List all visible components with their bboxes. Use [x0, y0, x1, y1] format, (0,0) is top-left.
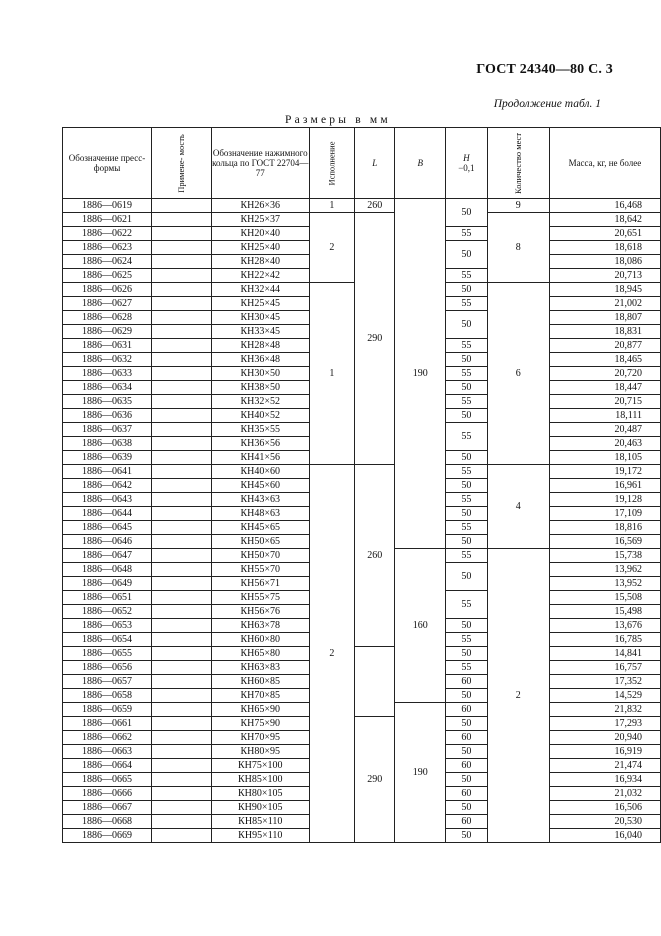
ring-code: КН25×37 [211, 213, 309, 227]
mass-value: 20,720 [549, 367, 660, 381]
ring-code: КН56×71 [211, 577, 309, 591]
applicability-cell [152, 367, 212, 381]
mold-code: 1886—0619 [63, 199, 152, 213]
mold-code: 1886—0664 [63, 759, 152, 773]
mold-code: 1886—0635 [63, 395, 152, 409]
ring-code: КН40×52 [211, 409, 309, 423]
ring-code: КН65×90 [211, 703, 309, 717]
mold-code: 1886—0651 [63, 591, 152, 605]
col-version: Исполнение [309, 128, 354, 199]
H-cell: 55 [446, 493, 488, 507]
dimensions-note: Размеры в мм [285, 114, 391, 126]
mold-code: 1886—0639 [63, 451, 152, 465]
mold-code: 1886—0669 [63, 829, 152, 843]
applicability-cell [152, 199, 212, 213]
ring-code: КН38×50 [211, 381, 309, 395]
mold-code: 1886—0653 [63, 619, 152, 633]
H-cell: 50 [446, 535, 488, 549]
ring-code: КН32×52 [211, 395, 309, 409]
H-cell: 60 [446, 815, 488, 829]
H-cell: 50 [446, 507, 488, 521]
count-cell: 6 [487, 283, 549, 465]
table-row [63, 465, 661, 479]
mass-value: 20,530 [549, 815, 660, 829]
mass-value: 17,293 [549, 717, 660, 731]
H-cell: 50 [446, 745, 488, 759]
applicability-cell [152, 381, 212, 395]
mass-value: 18,618 [549, 241, 660, 255]
standard-header: ГОСТ 24340—80 С. 3 [476, 62, 613, 77]
mass-value: 13,676 [549, 619, 660, 633]
H-cell: 60 [446, 759, 488, 773]
applicability-cell [152, 227, 212, 241]
ring-code: КН65×80 [211, 647, 309, 661]
ring-code: КН30×50 [211, 367, 309, 381]
L-cell [354, 647, 395, 717]
ring-code: КН41×56 [211, 451, 309, 465]
mold-code: 1886—0632 [63, 353, 152, 367]
mass-value: 17,352 [549, 675, 660, 689]
applicability-cell [152, 283, 212, 297]
mold-code: 1886—0647 [63, 549, 152, 563]
H-cell: 55 [446, 395, 488, 409]
ring-code: КН60×80 [211, 633, 309, 647]
version-cell: 1 [309, 283, 354, 465]
applicability-cell [152, 241, 212, 255]
mass-value: 20,715 [549, 395, 660, 409]
mass-value: 14,841 [549, 647, 660, 661]
H-cell: 50 [446, 563, 488, 591]
ring-code: КН85×100 [211, 773, 309, 787]
applicability-cell [152, 423, 212, 437]
applicability-cell [152, 521, 212, 535]
mold-code: 1886—0644 [63, 507, 152, 521]
mold-code: 1886—0627 [63, 297, 152, 311]
mold-code: 1886—0645 [63, 521, 152, 535]
ring-code: КН60×85 [211, 675, 309, 689]
applicability-cell [152, 465, 212, 479]
ring-code: КН70×95 [211, 731, 309, 745]
table-row [63, 213, 661, 227]
table-row [63, 199, 661, 213]
applicability-cell [152, 717, 212, 731]
mass-value: 16,569 [549, 535, 660, 549]
mold-code: 1886—0655 [63, 647, 152, 661]
count-cell: 8 [487, 213, 549, 283]
H-cell: 50 [446, 773, 488, 787]
mass-value: 21,832 [549, 703, 660, 717]
mold-code: 1886—0646 [63, 535, 152, 549]
ring-code: КН35×55 [211, 423, 309, 437]
applicability-cell [152, 815, 212, 829]
mass-value: 18,807 [549, 311, 660, 325]
H-cell: 50 [446, 381, 488, 395]
mass-value: 13,952 [549, 577, 660, 591]
table-body [63, 199, 661, 843]
mass-value: 16,757 [549, 661, 660, 675]
applicability-cell [152, 213, 212, 227]
applicability-cell [152, 535, 212, 549]
mass-value: 21,474 [549, 759, 660, 773]
ring-code: КН48×63 [211, 507, 309, 521]
mold-code: 1886—0634 [63, 381, 152, 395]
applicability-cell [152, 353, 212, 367]
ring-code: КН28×48 [211, 339, 309, 353]
mass-value: 19,172 [549, 465, 660, 479]
H-cell: 50 [446, 451, 488, 465]
H-cell: 55 [446, 339, 488, 353]
ring-code: КН40×60 [211, 465, 309, 479]
mass-value: 18,465 [549, 353, 660, 367]
ring-code: КН56×76 [211, 605, 309, 619]
applicability-cell [152, 395, 212, 409]
applicability-cell [152, 339, 212, 353]
H-cell: 55 [446, 297, 488, 311]
H-cell: 50 [446, 801, 488, 815]
ring-code: КН75×90 [211, 717, 309, 731]
applicability-cell [152, 647, 212, 661]
mass-value: 18,086 [549, 255, 660, 269]
B-cell: 190 [395, 703, 446, 843]
applicability-cell [152, 577, 212, 591]
H-cell: 55 [446, 465, 488, 479]
mold-code: 1886—0658 [63, 689, 152, 703]
mass-value: 20,487 [549, 423, 660, 437]
mass-value: 15,498 [549, 605, 660, 619]
ring-code: КН80×105 [211, 787, 309, 801]
col-H: H −0,1 [446, 128, 488, 199]
mass-value: 19,128 [549, 493, 660, 507]
H-cell: 50 [446, 647, 488, 661]
mold-code: 1886—0662 [63, 731, 152, 745]
B-cell: 160 [395, 549, 446, 703]
mold-code: 1886—0663 [63, 745, 152, 759]
mold-code: 1886—0625 [63, 269, 152, 283]
applicability-cell [152, 563, 212, 577]
col-ring: Обозначение нажимного кольца по ГОСТ 22704—77 [211, 128, 309, 199]
mold-code: 1886—0642 [63, 479, 152, 493]
ring-code: КН95×110 [211, 829, 309, 843]
version-cell: 2 [309, 213, 354, 283]
applicability-cell [152, 549, 212, 563]
table-row [63, 717, 661, 731]
mold-code: 1886—0668 [63, 815, 152, 829]
ring-code: КН30×45 [211, 311, 309, 325]
mass-value: 18,105 [549, 451, 660, 465]
H-cell: 55 [446, 633, 488, 647]
mass-value: 18,642 [549, 213, 660, 227]
mass-value: 18,945 [549, 283, 660, 297]
mold-code: 1886—0637 [63, 423, 152, 437]
count-cell: 2 [487, 549, 549, 843]
mass-value: 18,447 [549, 381, 660, 395]
table-row [63, 647, 661, 661]
count-cell: 4 [487, 465, 549, 549]
col-B: B [395, 128, 446, 199]
ring-code: КН36×48 [211, 353, 309, 367]
ring-code: КН26×36 [211, 199, 309, 213]
H-cell: 55 [446, 269, 488, 283]
applicability-cell [152, 773, 212, 787]
H-cell: 50 [446, 409, 488, 423]
applicability-cell [152, 689, 212, 703]
ring-code: КН85×110 [211, 815, 309, 829]
applicability-cell [152, 675, 212, 689]
ring-code: КН63×83 [211, 661, 309, 675]
mold-code: 1886—0649 [63, 577, 152, 591]
ring-code: КН55×70 [211, 563, 309, 577]
applicability-cell [152, 619, 212, 633]
applicability-cell [152, 507, 212, 521]
applicability-cell [152, 801, 212, 815]
L-cell: 290 [354, 717, 395, 843]
applicability-cell [152, 829, 212, 843]
mass-value: 16,506 [549, 801, 660, 815]
mold-code: 1886—0622 [63, 227, 152, 241]
ring-code: КН28×40 [211, 255, 309, 269]
version-cell: 2 [309, 465, 354, 843]
mass-value: 21,032 [549, 787, 660, 801]
applicability-cell [152, 591, 212, 605]
applicability-cell [152, 493, 212, 507]
mold-code: 1886—0624 [63, 255, 152, 269]
mold-code: 1886—0643 [63, 493, 152, 507]
ring-code: КН25×40 [211, 241, 309, 255]
H-cell: 50 [446, 717, 488, 731]
ring-code: КН63×78 [211, 619, 309, 633]
applicability-cell [152, 605, 212, 619]
continuation-label: Продолжение табл. 1 [493, 98, 601, 110]
ring-code: КН50×65 [211, 535, 309, 549]
mold-code: 1886—0657 [63, 675, 152, 689]
mold-code: 1886—0659 [63, 703, 152, 717]
H-cell: 60 [446, 731, 488, 745]
applicability-cell [152, 325, 212, 339]
mass-value: 20,651 [549, 227, 660, 241]
mold-code: 1886—0654 [63, 633, 152, 647]
mold-code: 1886—0652 [63, 605, 152, 619]
mass-value: 21,002 [549, 297, 660, 311]
L-cell: 260 [354, 199, 395, 213]
H-cell: 50 [446, 829, 488, 843]
mold-code: 1886—0626 [63, 283, 152, 297]
ring-code: КН90×105 [211, 801, 309, 815]
ring-code: КН50×70 [211, 549, 309, 563]
ring-code: КН75×100 [211, 759, 309, 773]
applicability-cell [152, 451, 212, 465]
ring-code: КН20×40 [211, 227, 309, 241]
mold-code: 1886—0629 [63, 325, 152, 339]
ring-code: КН45×60 [211, 479, 309, 493]
mass-value: 13,962 [549, 563, 660, 577]
applicability-cell [152, 787, 212, 801]
applicability-cell [152, 255, 212, 269]
mass-value: 17,109 [549, 507, 660, 521]
ring-code: КН55×75 [211, 591, 309, 605]
mold-code: 1886—0636 [63, 409, 152, 423]
mass-value: 15,738 [549, 549, 660, 563]
col-mass: Масса, кг, не более [549, 128, 660, 199]
H-cell: 55 [446, 549, 488, 563]
mold-code: 1886—0631 [63, 339, 152, 353]
ring-code: КН43×63 [211, 493, 309, 507]
ring-code: КН22×42 [211, 269, 309, 283]
H-cell: 55 [446, 661, 488, 675]
col-L: L [354, 128, 395, 199]
B-cell: 190 [395, 199, 446, 549]
applicability-cell [152, 633, 212, 647]
H-cell: 55 [446, 367, 488, 381]
mold-code: 1886—0623 [63, 241, 152, 255]
applicability-cell [152, 479, 212, 493]
mold-code: 1886—0665 [63, 773, 152, 787]
H-cell: 50 [446, 241, 488, 269]
applicability-cell [152, 759, 212, 773]
applicability-cell [152, 409, 212, 423]
H-cell: 50 [446, 619, 488, 633]
applicability-cell [152, 311, 212, 325]
mold-code: 1886—0666 [63, 787, 152, 801]
mass-value: 20,877 [549, 339, 660, 353]
H-cell: 50 [446, 689, 488, 703]
mass-value: 16,468 [549, 199, 660, 213]
L-cell: 260 [354, 465, 395, 647]
mold-code: 1886—0661 [63, 717, 152, 731]
applicability-cell [152, 745, 212, 759]
mass-value: 16,919 [549, 745, 660, 759]
ring-code: КН36×56 [211, 437, 309, 451]
mass-value: 16,934 [549, 773, 660, 787]
mass-value: 20,940 [549, 731, 660, 745]
mass-value: 18,831 [549, 325, 660, 339]
applicability-cell [152, 437, 212, 451]
ring-code: КН70×85 [211, 689, 309, 703]
H-cell: 55 [446, 227, 488, 241]
ring-code: КН33×45 [211, 325, 309, 339]
H-cell: 50 [446, 479, 488, 493]
mass-value: 16,961 [549, 479, 660, 493]
table-header [63, 128, 661, 199]
mass-value: 15,508 [549, 591, 660, 605]
mass-value: 14,529 [549, 689, 660, 703]
ring-code: КН25×45 [211, 297, 309, 311]
applicability-cell [152, 731, 212, 745]
col-mold: Обозначение пресс-формы [63, 128, 152, 199]
mass-value: 20,713 [549, 269, 660, 283]
mold-code: 1886—0621 [63, 213, 152, 227]
applicability-cell [152, 297, 212, 311]
H-cell: 55 [446, 521, 488, 535]
H-cell: 50 [446, 311, 488, 339]
mold-code: 1886—0648 [63, 563, 152, 577]
H-cell: 55 [446, 423, 488, 451]
count-cell: 9 [487, 199, 549, 213]
mold-code: 1886—0667 [63, 801, 152, 815]
H-cell: 60 [446, 675, 488, 689]
applicability-cell [152, 661, 212, 675]
ring-code: КН45×65 [211, 521, 309, 535]
col-applicability: Примене- мость [152, 128, 212, 199]
mass-value: 18,816 [549, 521, 660, 535]
mold-code: 1886—0628 [63, 311, 152, 325]
ring-code: КН32×44 [211, 283, 309, 297]
applicability-cell [152, 269, 212, 283]
mold-table [62, 127, 661, 843]
H-cell: 50 [446, 199, 488, 227]
mass-value: 18,111 [549, 409, 660, 423]
H-cell: 55 [446, 591, 488, 619]
mold-code: 1886—0638 [63, 437, 152, 451]
applicability-cell [152, 703, 212, 717]
mass-value: 16,785 [549, 633, 660, 647]
mold-code: 1886—0656 [63, 661, 152, 675]
mass-value: 16,040 [549, 829, 660, 843]
mold-code: 1886—0633 [63, 367, 152, 381]
col-count: Количество мест [487, 128, 549, 199]
mass-value: 20,463 [549, 437, 660, 451]
version-cell: 1 [309, 199, 354, 213]
H-cell: 50 [446, 353, 488, 367]
ring-code: КН80×95 [211, 745, 309, 759]
H-cell: 50 [446, 283, 488, 297]
H-cell: 60 [446, 703, 488, 717]
mold-code: 1886—0641 [63, 465, 152, 479]
H-cell: 60 [446, 787, 488, 801]
L-cell: 290 [354, 213, 395, 465]
